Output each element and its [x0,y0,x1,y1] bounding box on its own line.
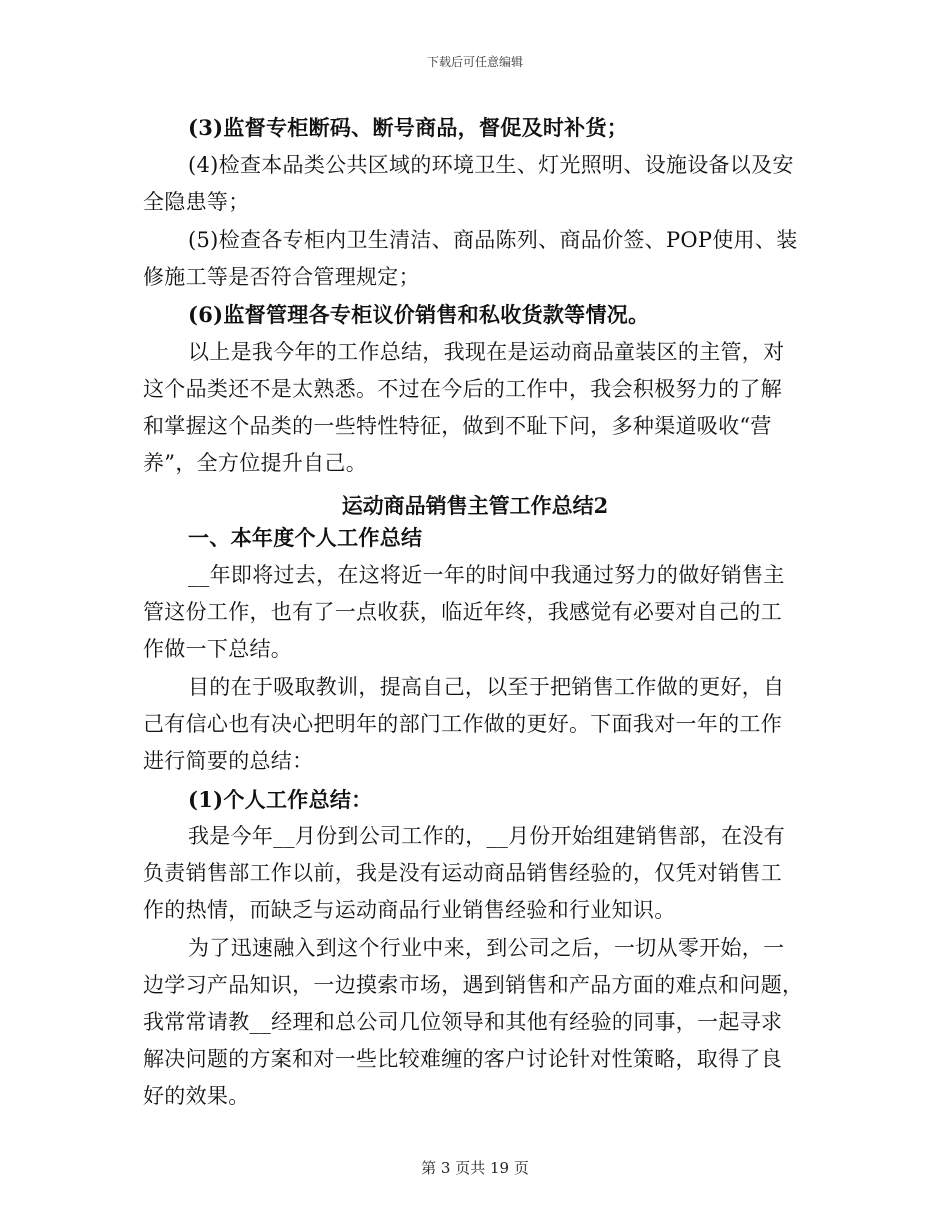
paragraph-line: 以上是我今年的工作总结，我现在是运动商品童装区的主管，对 [188,340,785,364]
section-title: 运动商品销售主管工作总结2 [341,493,609,518]
paragraph-line: 负责销售部工作以前，我是没有运动商品销售经验的，仅凭对销售工 [143,861,782,885]
list-item: (6)监督管理各专柜议价销售和私收货款等情况。 [188,302,650,327]
subsection-heading: (1)个人工作总结： [188,787,373,812]
paragraph-line: 进行简要的总结： [143,749,314,773]
section-heading: 一、本年度个人工作总结 [188,525,423,550]
page-number: 第 3 页共 19 页 [421,1159,529,1177]
paragraph-line: 我常常请教__经理和总公司几位领导和其他有经验的同事，一起寻求 [143,1010,783,1034]
paragraph-line: 修施工等是否符合管理规定； [143,265,420,289]
page-header-note: 下载后可任意编辑 [426,55,523,69]
paragraph-line: 己有信心也有决心把明年的部门工作做的更好。下面我对一年的工作 [143,712,782,736]
list-item: (4)检查本品类公共区域的环境卫生、灯光照明、设施设备以及安 [188,153,794,177]
list-item: (3)监督专柜断码、断号商品，督促及时补货； [188,115,629,140]
paragraph-line: 目的在于吸取教训，提高自己，以至于把销售工作做的更好，自 [188,675,785,699]
paragraph-line: 边学习产品知识，一边摸索市场，遇到销售和产品方面的难点和问题， [143,973,804,997]
paragraph-line: 好的效果。 [143,1084,250,1108]
paragraph-line: __年即将过去，在这将近一年的时间中我通过努力的做好销售主 [188,563,785,587]
paragraph-line: 解决问题的方案和对一些比较难缠的客户讨论针对性策略，取得了良 [143,1047,782,1071]
paragraph-line: 和掌握这个品类的一些特性特征，做到不耻下问，多种渠道吸收“营 [143,414,772,438]
paragraph-line: 管这份工作，也有了一点收获，临近年终，我感觉有必要对自己的工 [143,600,782,624]
paragraph-line: 为了迅速融入到这个行业中来，到公司之后，一切从零开始，一 [188,936,785,960]
list-item: (5)检查各专柜内卫生清洁、商品陈列、商品价签、POP使用、装 [188,228,798,252]
paragraph-line: 全隐患等； [143,190,250,214]
paragraph-line: 这个品类还不是太熟悉。不过在今后的工作中，我会积极努力的了解 [143,377,782,401]
paragraph-line: 养”，全方位提升自己。 [143,451,368,475]
paragraph-line: 作的热情，而缺乏与运动商品行业销售经验和行业知识。 [143,898,676,922]
paragraph-line: 作做一下总结。 [143,637,293,661]
paragraph-line: 我是今年__月份到公司工作的，__月份开始组建销售部，在没有 [188,824,785,848]
